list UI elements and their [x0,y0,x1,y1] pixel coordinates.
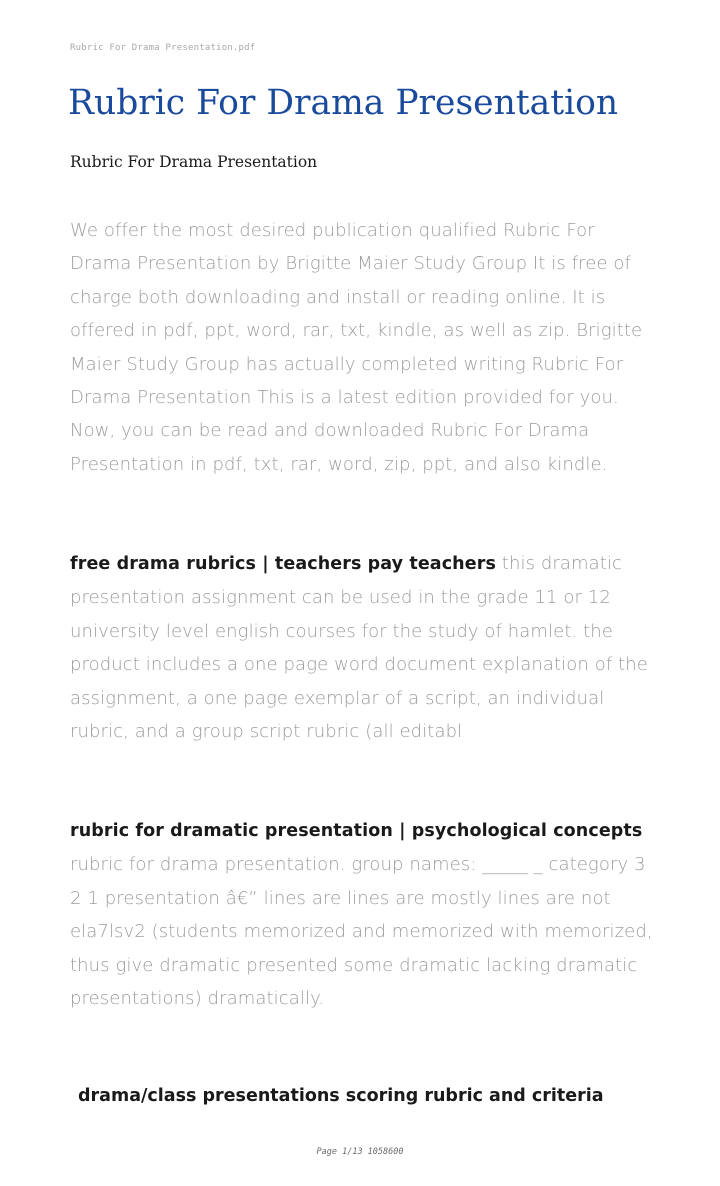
intro-paragraph [70,214,660,481]
result-snippet-psychological-concepts: rubric for drama presentation. group names: _____ _ category 3 2 1 presentation â€” lines are lines are mostly lines are not ela7lsv2 (students memorized and memorized with memorized, thus give dramatic presented some dramatic lacking dramatic presentations) dramatically. [70,854,653,1010]
page-title: Rubric For Drama Presentation [68,83,619,123]
intro-paragraph-text: We offer the most desired publication qualified Rubric For Drama Presentation by Brigitte Maier Study Group It is free of charge both downloading and install or reading online. It is offered in pdf, ppt, word, rar, txt, kindle, as well as zip. Brigitte Maier Study Group has actually completed writing Rubric For Drama Presentation This is a latest edition provided for you. Now, you can be read and downloaded Rubric For Drama Presentation in pdf, txt, rar, word, zip, ppt, and also kindle. [70,220,643,475]
page-subtitle: Rubric For Drama Presentation [70,153,318,171]
result-paragraph-psychological-concepts [70,814,660,1015]
result-heading-teachers-pay-teachers[interactable]: free drama rubrics | teachers pay teachers [70,554,496,574]
result-heading-psychological-concepts[interactable]: rubric for dramatic presentation | psychological concepts [70,821,643,841]
file-name-header: Rubric For Drama Presentation.pdf [70,43,256,53]
result-snippet-teachers-pay-teachers: this dramatic presentation assignment can be used in the grade 11 or 12 university level english courses for the study of hamlet. the product includes a one page word document explanation of the assignment, a one page exemplar of a script, an individual rubric, and a group script rubric (all editabl [70,553,648,743]
section-heading-scoring-rubric[interactable]: drama/class presentations scoring rubric and criteria [78,1086,604,1106]
result-paragraph-teachers-pay-teachers [70,547,660,748]
page-number-footer: Page 1/13 1058600 [316,1147,404,1157]
